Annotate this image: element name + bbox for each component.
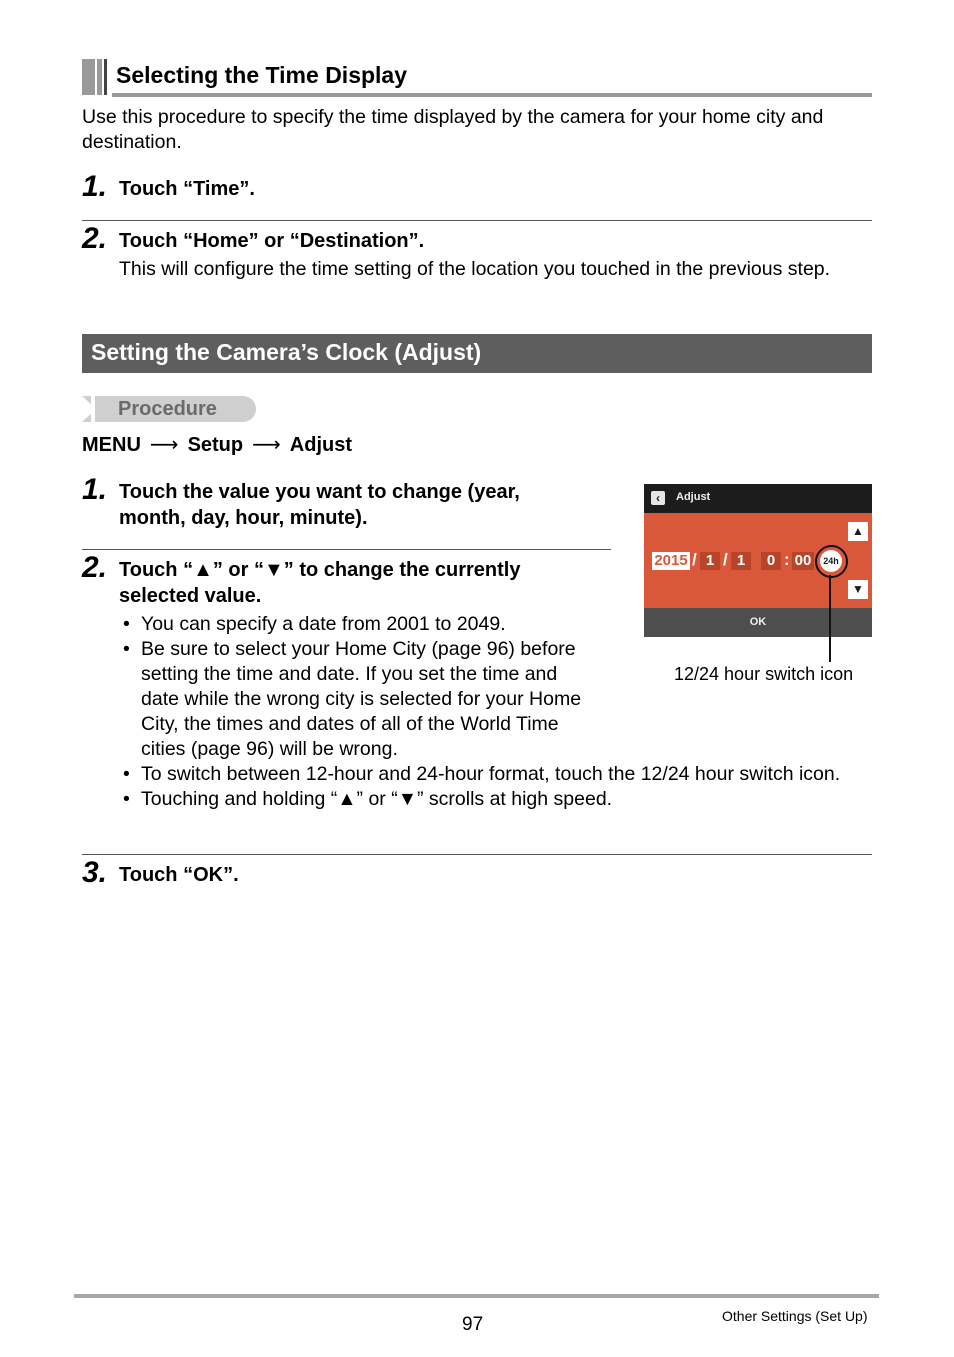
heading-bar-decoration [82, 59, 112, 95]
step-number: 2. [82, 222, 108, 255]
procedure-badge [82, 396, 256, 422]
step-number: 3. [82, 856, 108, 889]
list-item: • To switch between 12-hour and 24-hour format, touch the 12/24 hour switch icon. [123, 763, 841, 785]
menu-path-adjust: Adjust [289, 434, 353, 456]
up-arrow-icon[interactable]: ▲ [848, 522, 868, 541]
time-separator: : [784, 550, 790, 569]
date-separator: / [723, 550, 728, 569]
step-number: 1. [82, 170, 108, 203]
procedure-label: Procedure [118, 398, 217, 420]
step-text: Touch the value you want to change (year, month, day, hour, minute). [119, 481, 520, 529]
hour-format-switch-icon[interactable]: 24h [820, 550, 842, 572]
arrow-right-icon: ⟶ [149, 434, 179, 456]
month-value[interactable]: 1 [700, 552, 720, 570]
figure-caption: 12/24 hour switch icon [674, 664, 854, 684]
bullet-list [120, 762, 860, 812]
ok-button[interactable] [644, 608, 872, 637]
section1-intro: Use this procedure to specify the time displayed by the camera for your home city and destination. [82, 106, 824, 153]
camera-adjust-screen [644, 484, 872, 637]
year-value[interactable]: 2015 [652, 552, 690, 570]
camera-screen-title: Adjust [676, 491, 711, 503]
step-text: Touch “Time”. [119, 178, 255, 200]
list-item: • You can specify a date from 2001 to 2049. [123, 613, 506, 635]
section-title-clock-adjust: Setting the Camera’s Clock (Adjust) [91, 339, 482, 365]
step-text: Touch “OK”. [119, 864, 239, 886]
back-icon[interactable]: ‹ [651, 491, 665, 505]
arrow-right-icon: ⟶ [252, 434, 281, 456]
list-item: • Touching and holding “▲” or “▼” scrolls at high speed. [123, 788, 613, 810]
step-number: 1. [82, 473, 108, 506]
day-value[interactable]: 1 [731, 552, 751, 570]
camera-title-bar [644, 484, 872, 513]
ok-label: OK [749, 616, 767, 628]
heading-underline [112, 93, 872, 97]
section-title-time-display: Selecting the Time Display [116, 62, 408, 88]
divider [82, 854, 872, 855]
step-text: Touch “▲” or “▼” to change the currently [119, 559, 521, 581]
list-item: • Be sure to select your Home City (page 96) before setting the time and date. If you set the time and date while the wrong city is selected for your Home City, the times and dates of all of the World Time cities (page 96) will be wrong. [123, 638, 582, 760]
menu-path-menu: MENU [82, 434, 141, 456]
divider [82, 220, 872, 221]
step-text: selected value. [119, 585, 262, 607]
footer-section-title: Other Settings (Set Up) [722, 1308, 868, 1324]
callout-line [829, 575, 831, 662]
section-banner [82, 334, 872, 373]
hour-value[interactable]: 0 [761, 552, 781, 570]
minute-value[interactable]: 00 [792, 552, 814, 570]
date-separator: / [692, 550, 697, 569]
menu-path [82, 432, 352, 457]
bullet-list [120, 612, 595, 762]
page-number: 97 [462, 1314, 484, 1335]
highlight-circle [815, 545, 848, 578]
step-number: 2. [82, 551, 108, 584]
divider [82, 549, 611, 550]
step-text: Touch “Home” or “Destination”. [119, 230, 425, 252]
step-detail: This will configure the time setting of the location you touched in the previous step. [119, 258, 831, 280]
menu-path-setup: Setup [187, 434, 244, 456]
footer-rule [74, 1294, 879, 1298]
down-arrow-icon[interactable]: ▼ [848, 580, 868, 599]
